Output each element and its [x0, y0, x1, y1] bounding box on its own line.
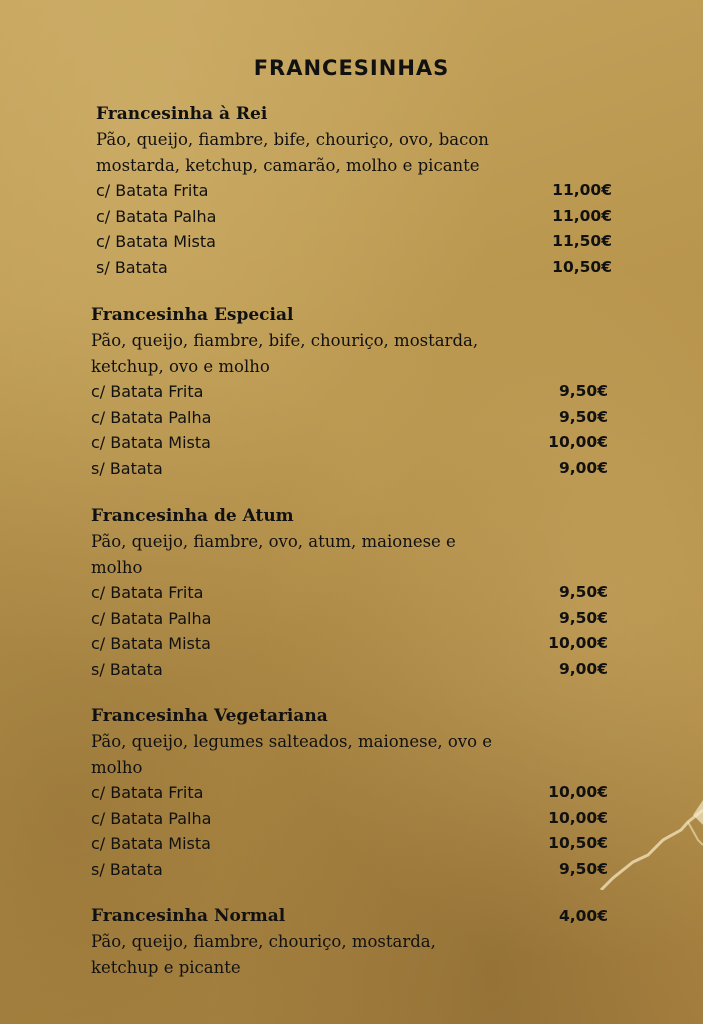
option-price: 9,50€ — [558, 608, 608, 627]
description-line: mostarda, ketchup, camarão, molho e picante — [96, 155, 480, 175]
option-price: 10,50€ — [552, 257, 612, 276]
description-line: molho — [91, 757, 143, 777]
option-row — [91, 430, 608, 456]
option-price: 10,00€ — [548, 433, 608, 451]
dish-description — [91, 328, 511, 379]
option-label: c/ Batata Mista — [91, 834, 211, 853]
option-price: 10,00€ — [548, 808, 608, 827]
option-label: s/ Batata — [96, 257, 168, 277]
option-price: 10,00€ — [548, 634, 608, 652]
dish-name: Francesinha de Atum — [91, 506, 294, 526]
option-label: c/ Batata Palha — [91, 608, 212, 628]
option-label: c/ Batata Mista — [91, 433, 211, 452]
dish-section — [91, 302, 608, 481]
option-label: c/ Batata Mista — [96, 232, 216, 251]
dish-description — [91, 929, 511, 980]
option-row — [91, 405, 608, 431]
option-label: s/ Batata — [91, 859, 163, 879]
option-label: s/ Batata — [91, 458, 163, 478]
option-price: 11,50€ — [552, 232, 612, 250]
dish-description — [91, 529, 511, 580]
option-row — [96, 204, 612, 230]
dish-name: Francesinha Vegetariana — [91, 706, 328, 726]
option-label: c/ Batata Palha — [96, 206, 217, 226]
option-row — [91, 580, 608, 606]
option-row — [91, 379, 608, 405]
dish-name: Francesinha Normal — [91, 906, 286, 926]
description-line: Pão, queijo, fiambre, chouriço, mostarda, — [91, 932, 436, 951]
option-price: 11,00€ — [552, 206, 612, 225]
option-label: c/ Batata Frita — [96, 181, 209, 200]
option-row — [91, 606, 608, 632]
dish-name: Francesinha Especial — [91, 305, 294, 325]
dish-name: Francesinha à Rei — [96, 104, 268, 124]
option-label: s/ Batata — [91, 659, 163, 679]
dish-price: 4,00€ — [558, 907, 608, 925]
description-line: ketchup e picante — [91, 957, 241, 977]
option-label: c/ Batata Frita — [91, 382, 204, 401]
option-price: 9,50€ — [558, 382, 608, 400]
description-line: molho — [91, 557, 143, 577]
option-price: 10,00€ — [548, 783, 608, 801]
dish-section — [91, 903, 608, 980]
dish-name-row — [91, 903, 608, 929]
option-row — [91, 857, 608, 883]
option-price: 9,00€ — [558, 659, 608, 678]
option-price: 11,00€ — [552, 181, 612, 199]
dish-section — [96, 101, 612, 280]
option-price: 9,50€ — [558, 407, 608, 426]
option-row — [91, 806, 608, 832]
option-row — [96, 178, 612, 204]
description-line: ketchup, ovo e molho — [91, 356, 270, 376]
dish-description — [96, 127, 516, 178]
paper-crack-decoration — [593, 800, 703, 890]
option-row — [91, 657, 608, 683]
option-label: c/ Batata Frita — [91, 583, 204, 602]
option-price: 10,50€ — [548, 834, 608, 852]
description-line: Pão, queijo, fiambre, bife, chouriço, mostarda, — [91, 331, 479, 350]
option-row — [91, 780, 608, 806]
option-row — [96, 255, 612, 281]
dish-section — [91, 703, 608, 882]
option-price: 9,50€ — [558, 583, 608, 601]
option-label: c/ Batata Mista — [91, 634, 211, 653]
dish-description — [91, 729, 511, 780]
description-line: Pão, queijo, fiambre, bife, chouriço, ovo, bacon — [96, 130, 489, 149]
option-price: 9,00€ — [558, 458, 608, 477]
option-row — [91, 456, 608, 482]
menu-title: FRANCESINHAS — [253, 56, 450, 80]
option-label: c/ Batata Frita — [91, 783, 204, 802]
option-label: c/ Batata Palha — [91, 808, 212, 828]
option-price: 9,50€ — [558, 859, 608, 878]
description-line: Pão, queijo, fiambre, ovo, atum, maionese e — [91, 532, 456, 551]
dish-section — [91, 503, 608, 682]
option-row — [91, 831, 608, 857]
option-row — [96, 229, 612, 255]
option-label: c/ Batata Palha — [91, 407, 212, 427]
description-line: Pão, queijo, legumes salteados, maionese, ovo e — [91, 732, 493, 751]
option-row — [91, 631, 608, 657]
